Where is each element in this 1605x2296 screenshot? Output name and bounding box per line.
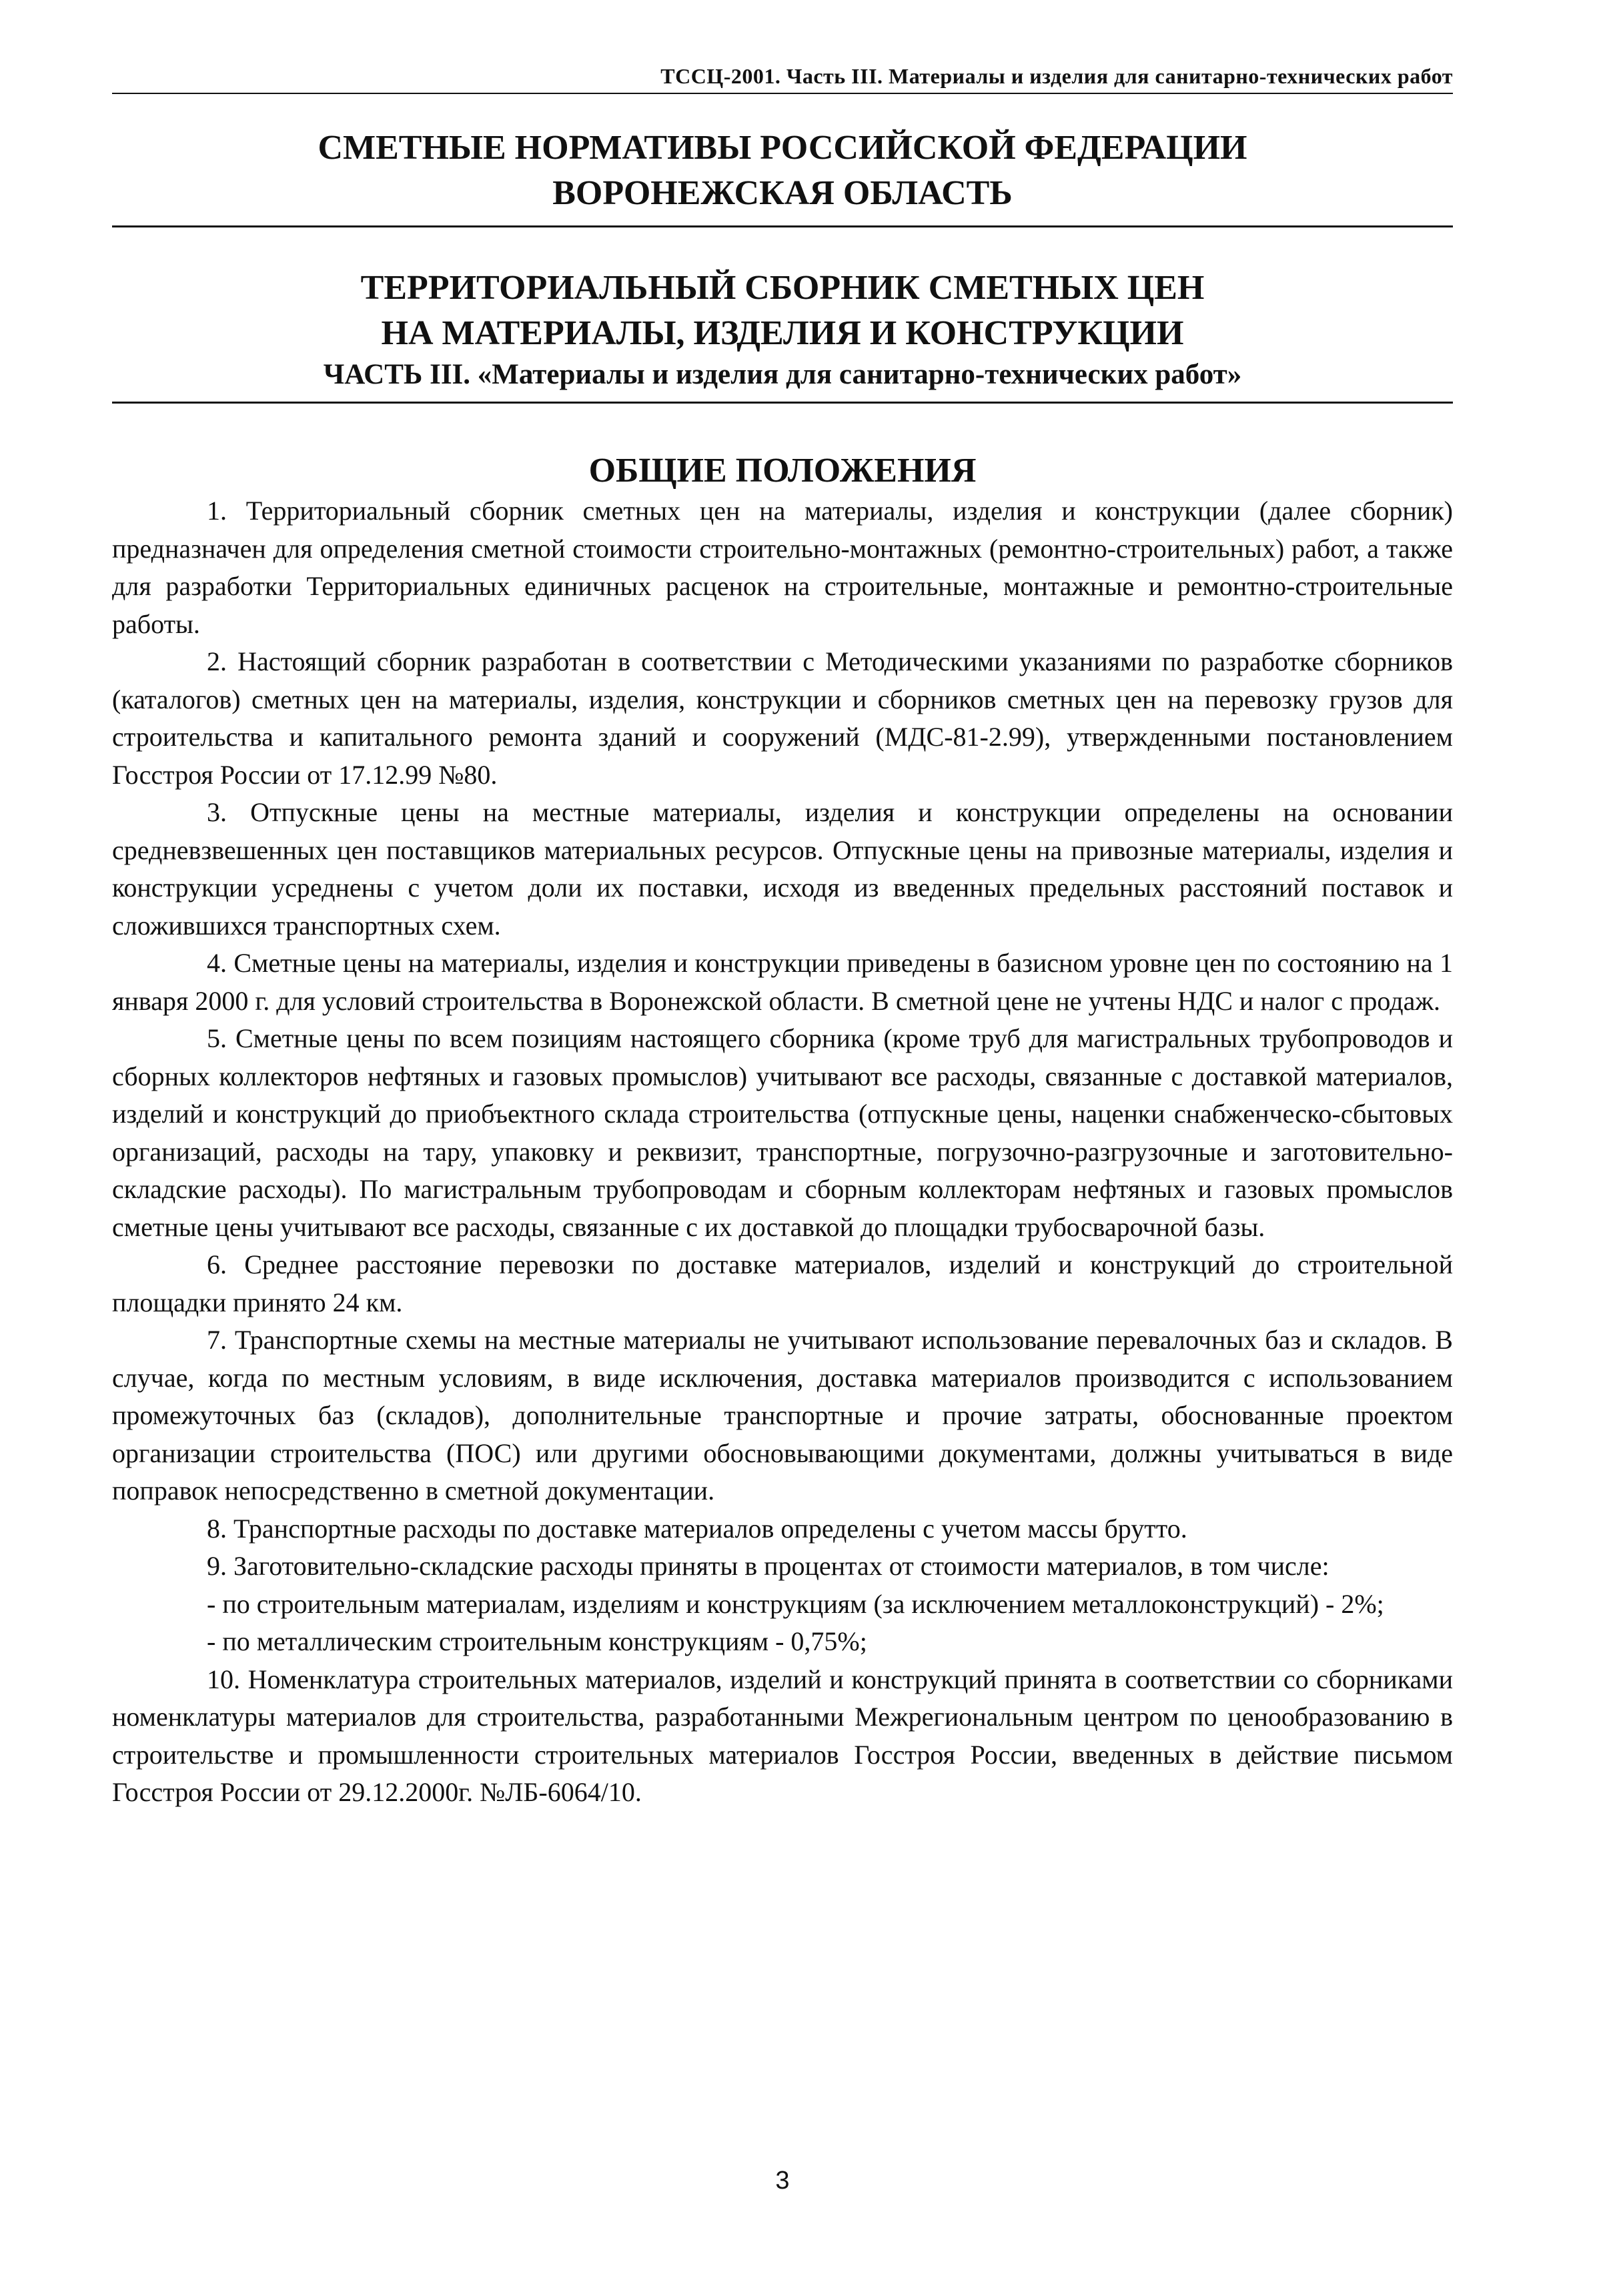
paragraph-6: 6. Среднее расстояние перевозки по доставке материалов, изделий и конструкций до строительной площадки принято 24 км. xyxy=(112,1249,1453,1317)
paragraph-2: 2. Настоящий сборник разработан в соответствии с Методическими указаниями по разработке сборников (каталогов) сметных цен на материалы, изделия, конструкции и сборников сметных цен на перевозку грузов для строительства и капитального ремонта зданий и сооружений (МДС-81-2.99), утвержденными постановлением Госстроя России от 17.12.99 №80. xyxy=(112,646,1453,790)
paragraph-7: 7. Транспортные схемы на местные материалы не учитывают использование перевалочных баз и складов. В случае, когда по местным условиям, в виде исключения, доставка материалов производится с использованием промежуточных баз (складов), дополнительные транспортные и прочие затраты, обоснованные проектом организации строительства (ПОС) или другими обосновывающими документами, должны учитываться в виде поправок непосредственно в сметной документации. xyxy=(112,1325,1453,1506)
paragraph-4: 4. Сметные цены на материалы, изделия и конструкции приведены в базисном уровне цен по состоянию на 1 января 2000 г. для условий строительства в Воронежской области. В сметной цене не учтены НДС и налог с продаж. xyxy=(112,948,1453,1016)
paragraph-9-item-1: - по строительным материалам, изделиям и конструкциям (за исключением металлоконструкций) - 2%; xyxy=(207,1588,1384,1619)
part-title-line: ЧАСТЬ III. «Материалы и изделия для санитарно-технических работ» xyxy=(323,359,1242,390)
paragraph-8: 8. Транспортные расходы по доставке материалов определены с учетом массы брутто. xyxy=(207,1513,1187,1544)
section-title: ОБЩИЕ ПОЛОЖЕНИЯ xyxy=(588,452,977,490)
paragraph-1: 1. Территориальный сборник сметных цен на материалы, изделия и конструкции (далее сборник) предназначен для определения сметной стоимости строительно-монтажных (ремонтно-строительных) работ, а также для разработки Территориальных единичных расценок на строительные, монтажные и ремонтно-строительные работы. xyxy=(112,496,1453,639)
paragraph-10: 10. Номенклатура строительных материалов, изделий и конструкций принята в соответствии со сборниками номенклатуры материалов для строительства, разработанными Межрегиональным центром по ценообразованию в строительстве и промышленности строительных материалов Госстроя России, введенных в действие письмом Госстроя России от 29.12.2000г. №ЛБ-6064/10. xyxy=(112,1664,1453,1807)
collection-title-line-2: НА МАТЕРИАЛЫ, ИЗДЕЛИЯ И КОНСТРУКЦИИ xyxy=(381,314,1184,352)
collection-title-block xyxy=(112,265,1453,404)
page-number: 3 xyxy=(775,2167,790,2195)
paragraph-3: 3. Отпускные цены на местные материалы, изделия и конструкции определены на основании средневзвешенных цен поставщиков материальных ресурсов. Отпускные цены на привозные материалы, изделия и конструкции усреднены с учетом доли их поставки, исходя из введенных предельных расстояний поставок и сложившихся транспортных схем. xyxy=(112,797,1453,941)
general-provisions-body xyxy=(112,492,1453,1812)
paragraph-5: 5. Сметные цены по всем позициям настоящего сборника (кроме труб для магистральных трубопроводов и сборных коллекторов нефтяных и газовых промыслов) учитывают все расходы, связанные с доставкой материалов, изделий и конструкций до приобъектного склада строительства (отпускные цены, наценки снабженческо-сбытовых организаций, расходы на тару, упаковку и реквизит, транспортные, погрузочно-разгрузочные и заготовительно-складские расходы). По магистральным трубопроводам и сборным коллекторам нефтяных и газовых промыслов сметные цены учитывают все расходы, связанные с их доставкой до площадки трубосварочной базы. xyxy=(112,1023,1453,1242)
paragraph-9: 9. Заготовительно-складские расходы приняты в процентах от стоимости материалов, в том числе: xyxy=(207,1551,1329,1581)
normatives-title-block xyxy=(112,125,1453,227)
normatives-title-line-1: СМЕТНЫЕ НОРМАТИВЫ РОССИЙСКОЙ ФЕДЕРАЦИИ xyxy=(318,129,1247,167)
running-header: ТССЦ-2001. Часть III. Материалы и изделия для санитарно-технических работ xyxy=(112,64,1453,94)
collection-title-line-1: ТЕРРИТОРИАЛЬНЫЙ СБОРНИК СМЕТНЫХ ЦЕН xyxy=(360,269,1205,307)
region-title-line: ВОРОНЕЖСКАЯ ОБЛАСТЬ xyxy=(552,174,1013,212)
paragraph-9-item-2: - по металлическим строительным конструкциям - 0,75%; xyxy=(207,1626,867,1656)
